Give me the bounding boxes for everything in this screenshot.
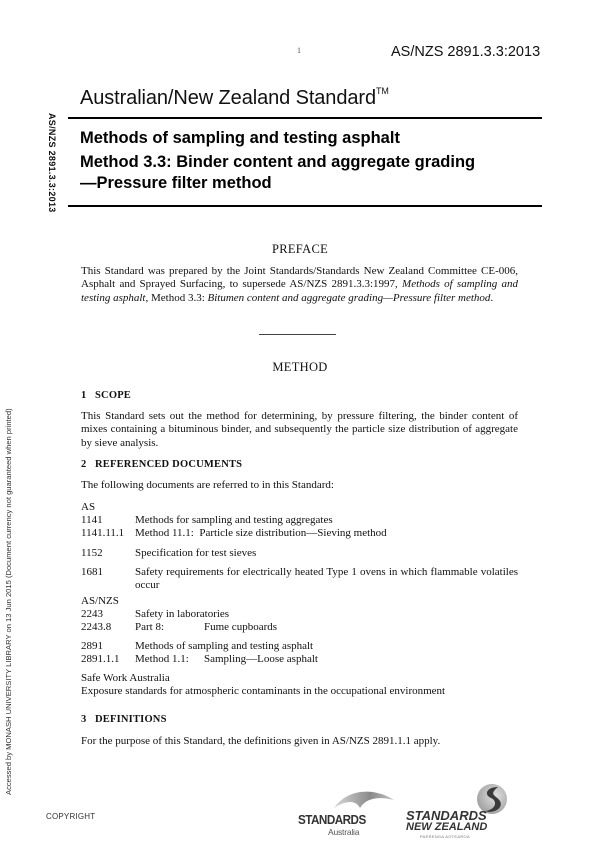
ref-item (81, 514, 333, 527)
ref-code: 2243.8 (81, 621, 112, 633)
section-divider (259, 334, 336, 335)
ref-code: 1141 (81, 514, 103, 526)
ref-desc: Exposure standards for atmospheric contaminants in the occupational environment (81, 685, 446, 697)
ref-group-label: AS (81, 501, 96, 513)
references-title: REFERENCED DOCUMENTS (95, 459, 243, 470)
ref-item (81, 640, 313, 653)
ref-desc: Fume cupboards (204, 621, 278, 633)
preface-heading: PREFACE (271, 242, 329, 256)
ref-desc: Particle size distribution—Sieving method (199, 527, 387, 539)
ref-desc: Methods of sampling and testing asphalt (135, 640, 314, 652)
ref-desc: Safety in laboratories (135, 608, 230, 620)
scope-number: 1 (81, 390, 87, 401)
ref-code: 2891 (81, 640, 103, 652)
preface-text-2: , Method 3.3: (145, 291, 208, 304)
standard-brand-label (80, 87, 389, 110)
title-rule-top (68, 117, 542, 119)
vertical-document-code: AS/NZS 2891.3.3:2013 (47, 113, 57, 213)
ref-group-label: Safe Work Australia (81, 672, 170, 684)
ref-item (81, 608, 229, 621)
ref-item (81, 527, 387, 540)
preface-body (81, 265, 518, 305)
scope-title: SCOPE (95, 390, 132, 401)
trademark-symbol: TM (375, 86, 389, 96)
definitions-number: 3 (81, 714, 87, 725)
preface-italic-title: Methods of sampling and testing asphalt (81, 278, 518, 304)
sa-subtext: Australia (328, 827, 360, 837)
ref-desc: Specification for test sieves (135, 547, 257, 559)
references-heading (81, 459, 242, 470)
title-rule-bottom (68, 205, 542, 207)
standards-australia-logo (298, 786, 398, 838)
ref-desc: Methods for sampling and testing aggregates (135, 514, 333, 526)
definitions-title: DEFINITIONS (95, 714, 167, 725)
ref-code: 2243 (81, 608, 103, 620)
document-title-line-1: Methods of sampling and testing asphalt (80, 129, 400, 147)
page-number: 1 (297, 46, 301, 55)
document-title-line-2: Method 3.3: Binder content and aggregate grading—Pressure filter method (80, 153, 476, 192)
snz-wordmark-1: STANDARDS (406, 808, 487, 823)
preface-italic-method: Bitumen content and aggregate grading—Pressure filter method (207, 291, 491, 304)
method-heading: METHOD (272, 360, 328, 374)
ref-sub: Method 1.1: (135, 653, 189, 665)
sa-wordmark: STANDARDS (298, 812, 366, 827)
references-intro: The following documents are referred to in this Standard: (81, 479, 334, 491)
ref-code: 1141.11.1 (81, 527, 125, 539)
copyright-label: COPYRIGHT (46, 812, 96, 821)
ref-sub: Part 8: (135, 621, 165, 633)
ref-code: 1681 (81, 566, 103, 578)
ref-code: 1152 (81, 547, 103, 559)
snz-subtext: PAERENGA AOTEAROA (420, 834, 470, 839)
document-code: AS/NZS 2891.3.3:2013 (391, 44, 541, 60)
ref-code: 2891.1.1 (81, 653, 120, 665)
definitions-heading (81, 714, 167, 725)
preface-text-3: . (490, 291, 494, 304)
brand-text: Australian/New Zealand Standard (80, 87, 376, 109)
scope-body: This Standard sets out the method for determining, by pressure filtering, the binder content of mixes containing a bituminous binder, and subsequently the particle size distribution of aggregate by sieve analysis. (81, 410, 518, 449)
snz-wordmark-2: NEW ZEALAND (406, 821, 488, 833)
standards-new-zealand-logo (404, 781, 564, 841)
ref-item (81, 653, 318, 666)
ref-sub: Method 11.1: (135, 527, 194, 539)
preface-text-1: This Standard was prepared by the Joint Standards/Standards New Zealand Committee CE-006, Asphalt and Sprayed Surfacing, to supersede AS/NZS 2891.3.3:1997, (81, 265, 518, 291)
definitions-body: For the purpose of this Standard, the definitions given in AS/NZS 2891.1.1 apply. (81, 735, 441, 747)
ref-item (81, 547, 256, 560)
ref-item (81, 621, 277, 634)
ref-desc-wrapped: Safety requirements for electrically heated Type 1 ovens in which flammable volatiles occur (135, 566, 518, 592)
ref-group-label: AS/NZS (81, 595, 119, 607)
ref-item (81, 566, 135, 579)
scope-heading (81, 390, 131, 401)
references-number: 2 (81, 459, 87, 470)
ref-desc: Sampling—Loose asphalt (204, 653, 318, 665)
access-watermark: Accessed by MONASH UNIVERSITY LIBRARY on 13 Jun 2015 (Document currency not guaranteed when printed) (4, 408, 13, 795)
